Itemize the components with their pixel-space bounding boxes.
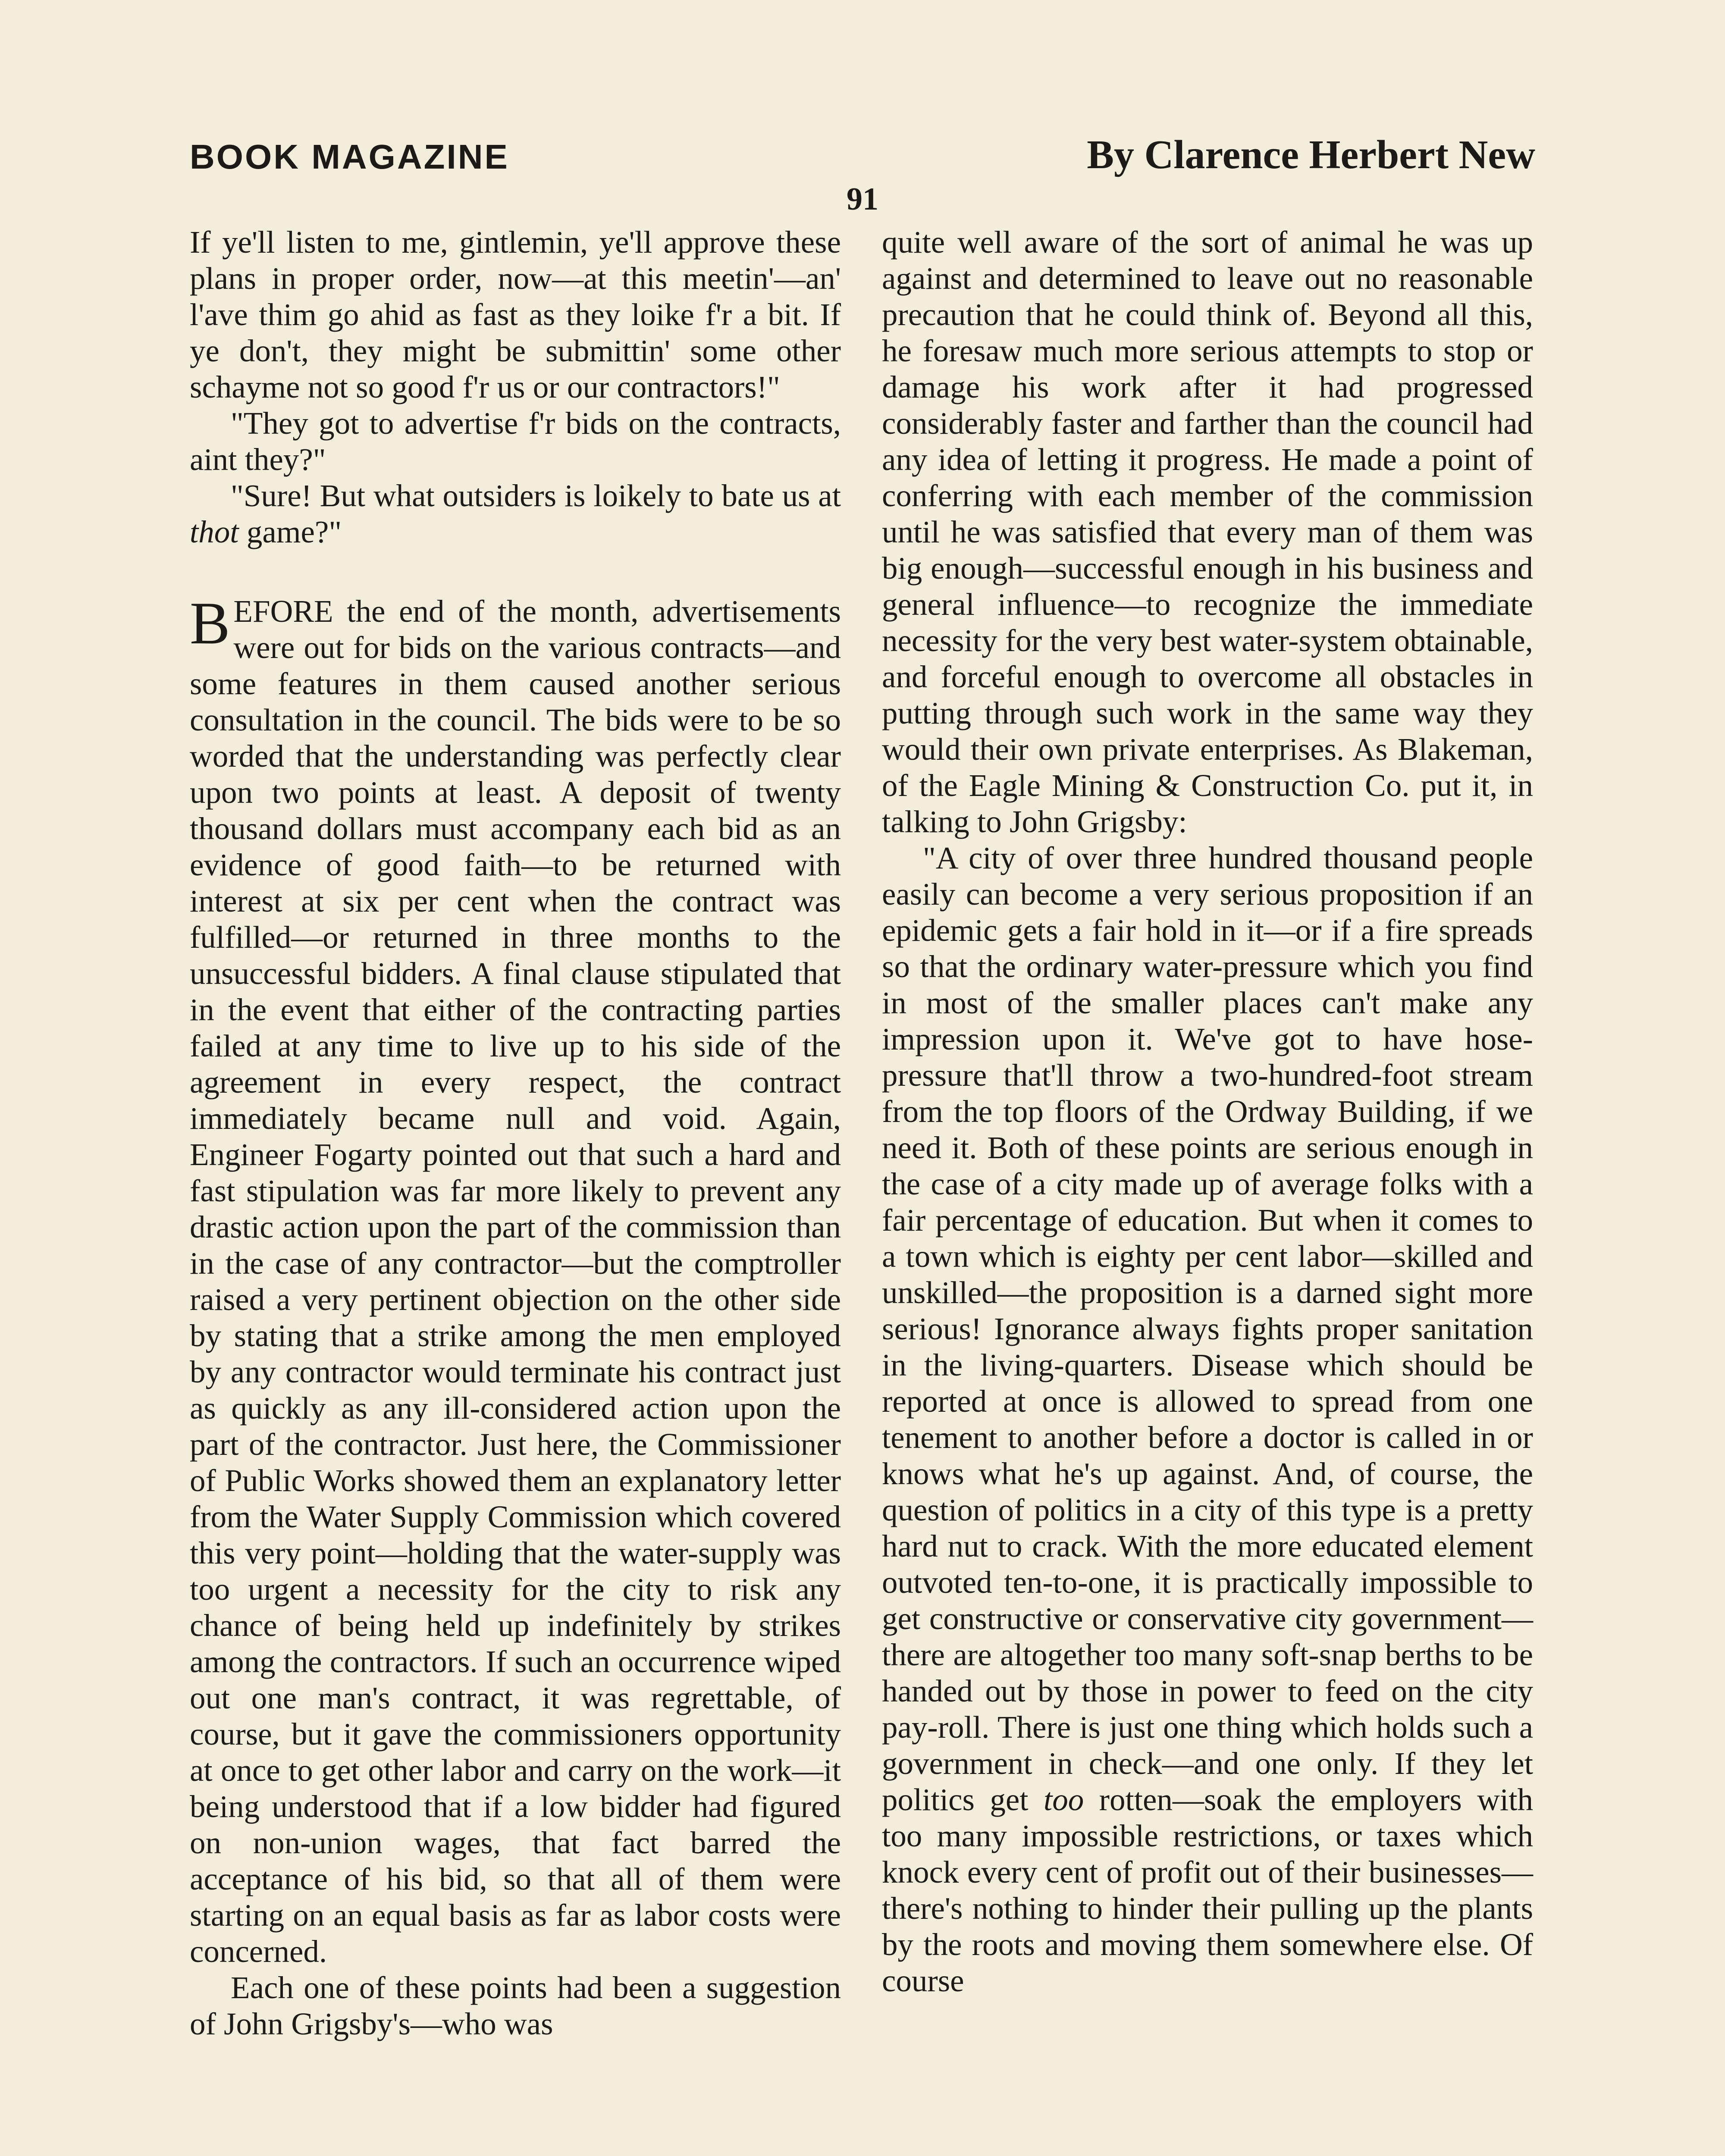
paragraph-text: game?" [238, 514, 342, 549]
emphasis-text: thot [190, 514, 239, 549]
paragraph: Each one of these points had been a suggestion of John Grigsby's—who was [190, 1970, 841, 2041]
paragraph [882, 840, 1533, 1999]
running-header-author: By Clarence Herbert New [1087, 132, 1535, 177]
paragraph-text: EFORE the end of the month, advertisements were out for bids on the various contracts—and some features in them caused another serious consultation in the council. The bids were to be so worded that the understanding was perfectly clear upon two points at least. A deposit of twenty thousand dollars must accompany each bid as an evidence of good faith—to be returned with interest at six per cent when the contract was fulfilled—or returned in three months to the unsuccessful bidders. A final clause stipulated that in the event that either of the contracting parties failed at any time to live up to his side of the agreement in every respect, the contract immediately became null and void. Again, Engineer Fogarty pointed out that such a hard and fast stipulation was far more likely to prevent any drastic action upon the part of the commission than in the case of any contractor—but the comptroller raised a very pertinent objection on the other side by stating that a strike among the men employed by any contractor would terminate his contract just as quickly as any ill-considered action upon the part of the contractor. Just here, the Commissioner of Public Works showed them an explanatory letter from the Water Supply Commission which covered this very point—holding that the water-supply was too urgent a necessity for the city to risk any chance of being held up indefinitely by strikes among the contractors. If such an occurrence wiped out one man's contract, it was regrettable, of course, but it gave the commissioners opportunity at once to get other labor and carry on the work—it being understood that if a low bidder had figured on non-union wages, that fact barred the acceptance of his bid, so that all of them were starting on an equal basis as far as labor costs were concerned. [190, 594, 841, 1969]
left-column [190, 224, 841, 2042]
paragraph-text: rotten—soak the employers with too many impossible restrictions, or taxes which knock every cent of profit out of their businesses—there's nothing to hinder their pulling up the plants by the roots and moving them somewhere else. Of course [882, 1782, 1533, 1998]
drop-cap: B [190, 590, 230, 657]
paragraph-text: "A city of over three hundred thousand people easily can become a very serious proposition if an epidemic gets a fair hold in it—or if a fire spreads so that the ordinary water-pressure which you find in most of the smaller places can't make any impression upon it. We've got to have hose-pressure that'll throw a two-hundred-foot stream from the top floors of the Ordway Building, if we need it. Both of these points are serious enough in the case of a city made up of average folks with a fair percentage of education. But when it comes to a town which is eighty per cent labor—skilled and unskilled—the proposition is a darned sight more serious! Ignorance always fights proper sanitation in the living-quarters. Disease which should be reported at once is allowed to spread from one tenement to another before a doctor is called in or knows what he's up against. And, of course, the question of politics in a city of this type is a pretty hard nut to crack. With the more educated element outvoted ten-to-one, it is practically impossible to get constructive or conservative city government—there are altogether too many soft-snap berths to be handed out by those in power to feed on the city pay-roll. There is just one thing which holds such a government in check—and one only. If they let politics get [882, 840, 1533, 1817]
right-column [882, 224, 1533, 1999]
paragraph-text: "Sure! But what outsiders is loikely to bate us at [231, 478, 841, 513]
paragraph: If ye'll listen to me, gintlemin, ye'll approve these plans in proper order, now—at this meetin'—an' l'ave thim go ahid as fast as they loike f'r a bit. If ye don't, they might be submittin' some other schayme not so good f'r us or our contractors!" [190, 225, 841, 404]
paragraph: "They got to advertise f'r bids on the contracts, aint they?" [190, 406, 841, 477]
section-paragraph [190, 590, 841, 1970]
emphasis-text: too [1043, 1782, 1084, 1817]
paragraph [190, 478, 841, 550]
page-number: 91 [847, 182, 878, 217]
running-header-title: BOOK MAGAZINE [190, 138, 509, 176]
paragraph: quite well aware of the sort of animal he was up against and determined to leave out no reasonable precaution that he could think of. Beyond all this, he foresaw much more serious attempts to stop or damage his work after it had progressed considerably faster and farther than the council had any idea of letting it progress. He made a point of conferring with each member of the commission until he was satisfied that every man of them was big enough—successful enough in his business and general influence—to recognize the immediate necessity for the very best water-system obtainable, and forceful enough to overcome all obstacles in putting through such work in the same way they would their own private enterprises. As Blakeman, of the Eagle Mining & Construction Co. put it, in talking to John Grigsby: [882, 225, 1533, 839]
